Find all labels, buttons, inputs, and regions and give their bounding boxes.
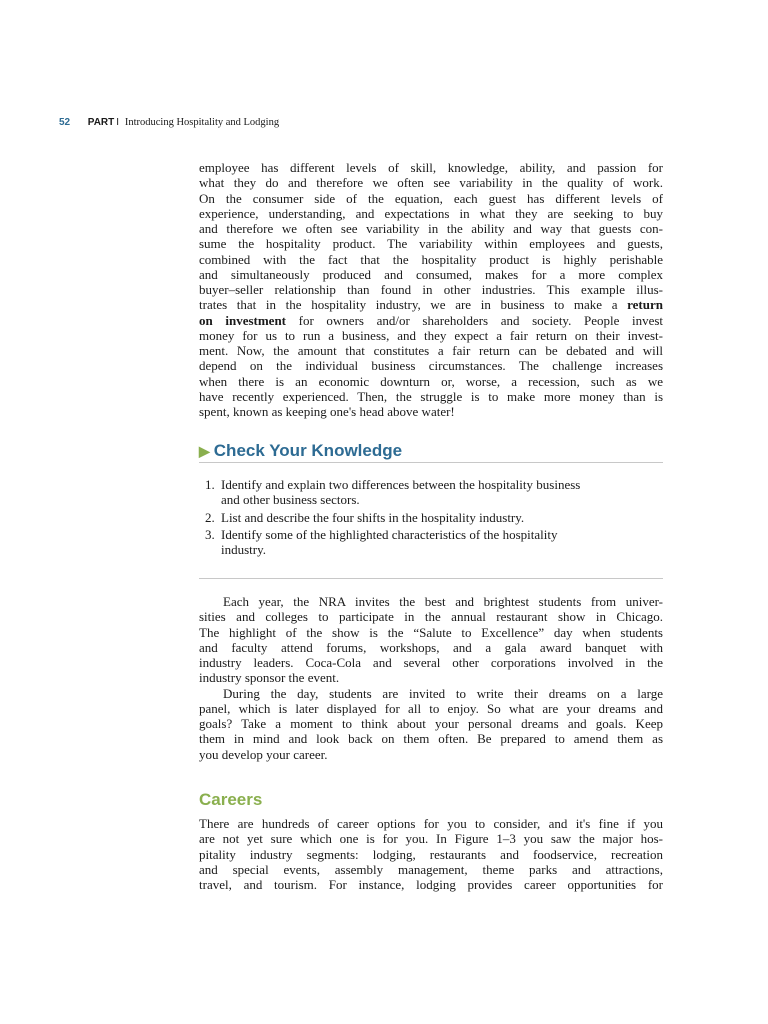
page-number: 52 [59,117,71,128]
heading-rule [199,462,663,463]
text-line: spent, known as keeping one's head above water! [199,404,455,419]
running-header [59,115,479,131]
text-line: what they do and therefore we often see variability in the quality of work. [199,175,663,191]
text-line: buyer–seller relationship than found in other industries. This example illus- [199,282,663,297]
part-label: PART [87,117,115,128]
text-line: you develop your career. [199,746,328,762]
text-line: On the consumer side of the equation, each guest has different levels of [199,190,663,206]
text-line: employee has different levels of skill, knowledge, ability, and passion for [199,160,663,175]
text-line: and simultaneously produced and consumed, makes for a more complex [199,266,663,282]
text-line-with-term [199,313,663,328]
text-line: and special events, assembly management, theme parks and attractions, [199,861,663,877]
text-line: sities and colleges to participate in the annual restaurant show in Chicago. [199,609,663,625]
text-line: depend on the individual business circumstances. The challenge increases [199,358,663,374]
careers-paragraph [199,816,663,892]
text-line: Identify and explain two differences between the hospitality business [221,477,581,492]
check-knowledge-heading [199,440,663,462]
part-separator: I [116,117,120,128]
text-fragment: trates that in the hospitality industry, we are in business to make a [199,297,628,313]
text-line: them in mind and look back on them often. Be prepared to amend them as [199,731,663,747]
text-line: combined with the fact that the hospitality product is highly perishable [199,251,663,267]
text-line: goals? Take a moment to think about your personal dreams and goals. Keep [199,716,663,731]
text-line: and faculty attend forums, workshops, and a gala award banquet with [199,639,663,655]
text-line: During the day, students are invited to write their dreams on a large [223,685,663,701]
text-line: have recently experienced. Then, the struggle is to make more money than is [199,388,663,404]
list-number: 1. [205,477,215,492]
text-line: List and describe the four shifts in the hospitality industry. [221,509,525,525]
list-item [199,510,663,525]
text-fragment: for owners and/or shareholders and society. People invest [298,312,664,328]
body-paragraph-1 [199,160,663,419]
bold-term-on-investment: on investment [199,312,287,328]
text-line-with-term [199,297,663,312]
text-line: and therefore we often see variability in the ability and way that guests con- [199,221,663,236]
check-knowledge-list [199,477,663,559]
text-line: There are hundreds of career options for you to consider, and it's fine if you [199,816,663,831]
text-line: when there is an economic downturn or, worse, a recession, such as we [199,373,663,389]
list-item [199,477,663,508]
body-paragraph-2 [199,594,663,762]
text-line: The highlight of the show is the “Salute to Excellence” day when students [199,624,663,640]
text-line: experience, understanding, and expectations in what they are seeking to buy [199,205,663,221]
text-line: and other business sectors. [221,492,360,508]
text-line: Identify some of the highlighted characteristics of the hospitality [221,526,558,542]
text-line: industry leaders. Coca-Cola and several other corporations involved in the [199,655,663,670]
list-number: 3. [205,526,215,542]
list-number: 2. [205,509,215,525]
section-rule [199,578,663,579]
text-line: ment. Now, the amount that constitutes a fair return can be debated and will [199,343,663,358]
careers-heading: Careers [199,790,263,809]
text-line: Each year, the NRA invites the best and brightest students from univer- [223,594,663,609]
text-line: industry. [221,542,267,557]
running-title: Introducing Hospitality and Lodging [124,117,280,128]
text-line: sume the hospitality product. The variability within employees and guests, [199,236,663,252]
bold-term-return: return [627,297,663,313]
text-line: industry sponsor the event. [199,670,340,686]
text-line: pitality industry segments: lodging, restaurants and foodservice, recreation [199,846,663,862]
text-line: are not yet sure which one is for you. In Figure 1–3 you saw the major hos- [199,831,663,847]
triangle-bullet-icon: ▶ [199,443,210,459]
check-knowledge-title: Check Your Knowledge [213,441,403,460]
text-line: money for us to run a business, and they expect a fair return on their invest- [199,327,663,343]
list-item [199,527,663,558]
text-line: travel, and tourism. For instance, lodging provides career opportunities for [199,877,663,892]
text-line: panel, which is later displayed for all to enjoy. So what are your dreams and [199,700,663,716]
